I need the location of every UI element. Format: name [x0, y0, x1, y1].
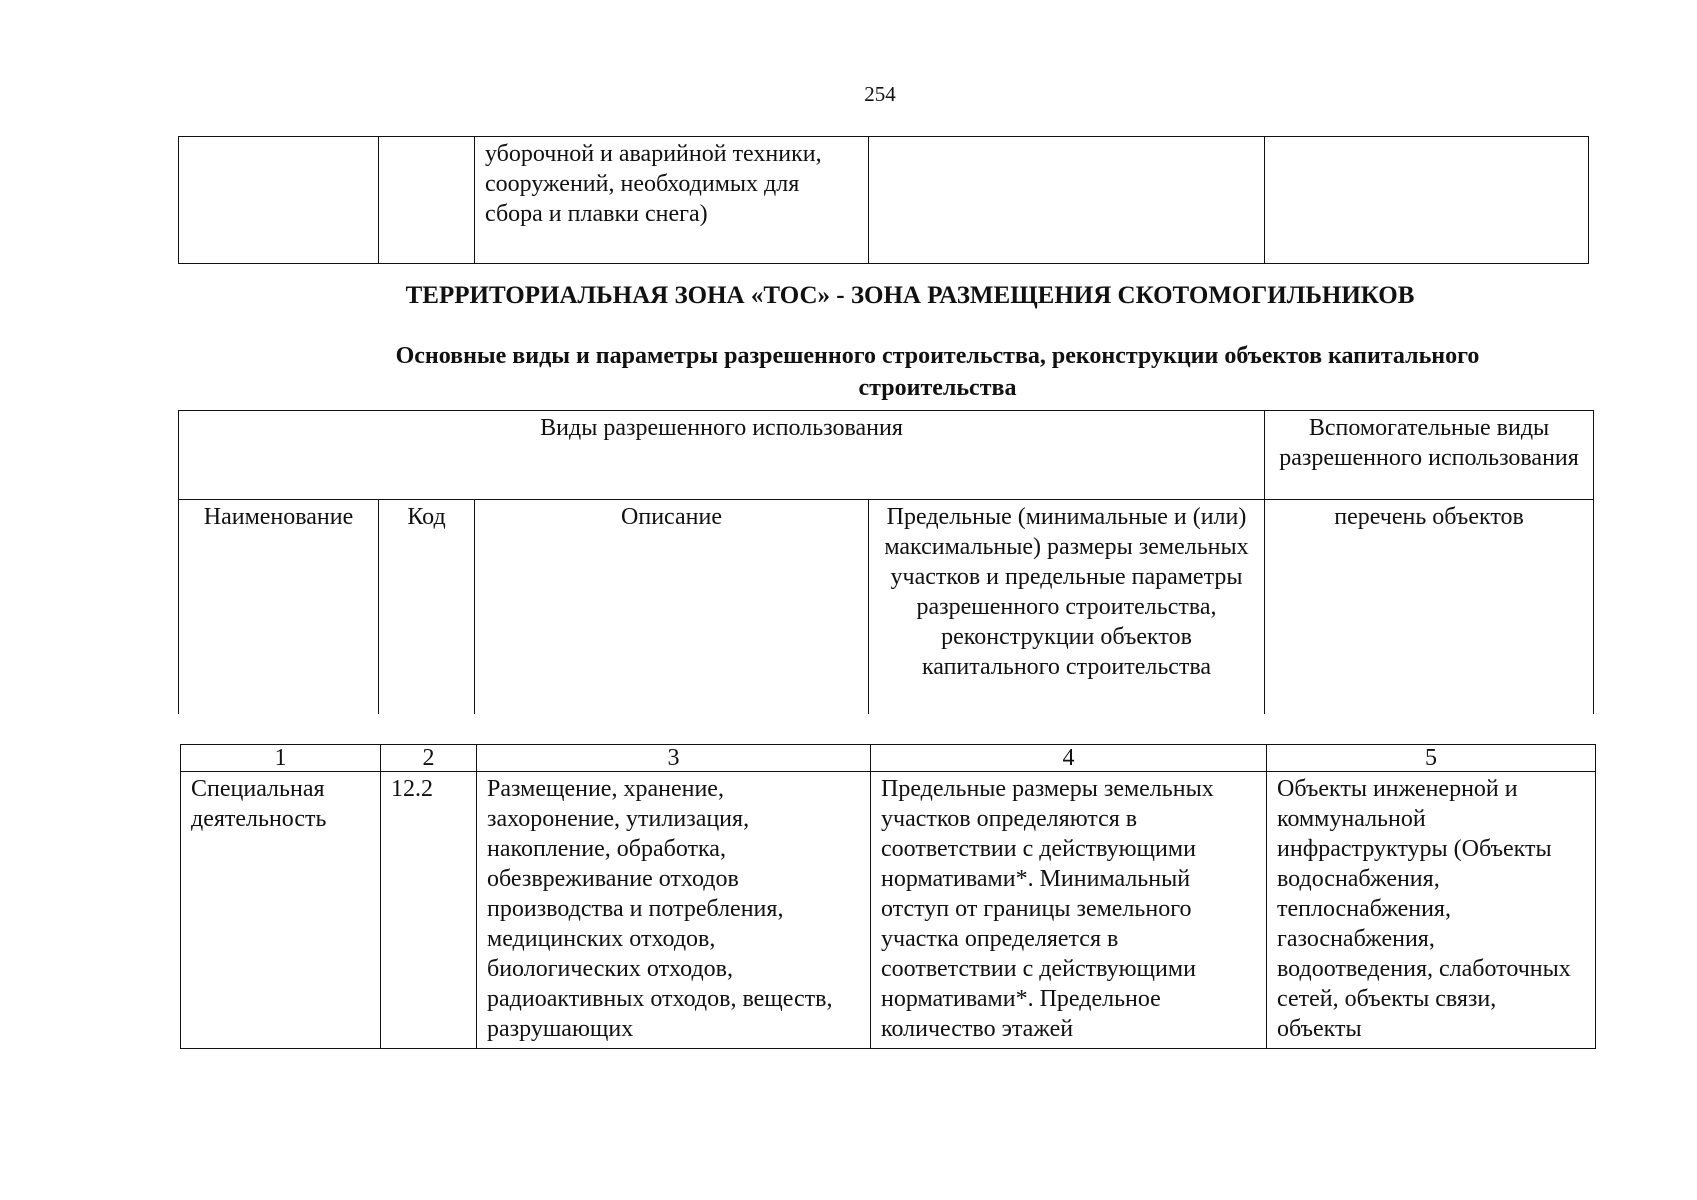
cell-name: [179, 137, 379, 264]
header-row-columns: [179, 500, 1594, 715]
column-number: 1: [181, 745, 381, 772]
header-name: Наименование: [179, 500, 379, 715]
column-number: 5: [1267, 745, 1596, 772]
page-number: 254: [864, 82, 896, 106]
section-subtitle: Основные виды и параметры разрешенного строительства, реконструкции объектов капитального строительства: [395, 343, 1480, 401]
column-number: 4: [871, 745, 1267, 772]
cell-objects: Объекты инженерной и коммунальной инфраструктуры (Объекты водоснабжения, теплоснабжения, газоснабжения, водоотведения, слаботочных сетей, объекты связи, объекты: [1267, 772, 1596, 1049]
cell-code: 12.2: [381, 772, 477, 1049]
cell-description: уборочной и аварийной техники, сооружений, необходимых для сбора и плавки снега): [475, 137, 869, 264]
cell-limits: [869, 137, 1265, 264]
cell-name: Специальная деятельность: [181, 772, 381, 1049]
table-row: [181, 772, 1596, 1049]
table-row: [179, 137, 1589, 264]
column-number-row: [181, 745, 1596, 772]
header-row-groups: [179, 411, 1594, 500]
header-auxiliary-uses: Вспомогательные виды разрешенного использования: [1265, 411, 1594, 500]
zone-title: ТЕРРИТОРИАЛЬНАЯ ЗОНА «ТОС» - ЗОНА РАЗМЕЩЕНИЯ СКОТОМОГИЛЬНИКОВ: [405, 282, 1415, 309]
data-table: [180, 744, 1596, 1049]
header-objects-list: перечень объектов: [1265, 500, 1594, 715]
header-permitted-uses: Виды разрешенного использования: [179, 411, 1265, 500]
continuation-table: [178, 136, 1589, 264]
cell-description: Размещение, хранение, захоронение, утилизация, накопление, обработка, обезвреживание отходов производства и потребления, медицинских отходов, биологических отходов, радиоактивных отходов, веществ, разрушающих: [477, 772, 871, 1049]
cell-limits: Предельные размеры земельных участков определяются в соответствии с действующими нормативами*. Минимальный отступ от границы земельного участка определяется в соответствии с действующими нормативами*. Предельное количество этажей: [871, 772, 1267, 1049]
column-number: 2: [381, 745, 477, 772]
header-table: [178, 410, 1594, 714]
cell-objects: [1265, 137, 1589, 264]
header-code: Код: [379, 500, 475, 715]
header-description: Описание: [475, 500, 869, 715]
header-limits: Предельные (минимальные и (или) максимальные) размеры земельных участков и предельные параметры разрешенного строительства, реконструкции объектов капитального строительства: [869, 500, 1265, 715]
column-number: 3: [477, 745, 871, 772]
cell-code: [379, 137, 475, 264]
